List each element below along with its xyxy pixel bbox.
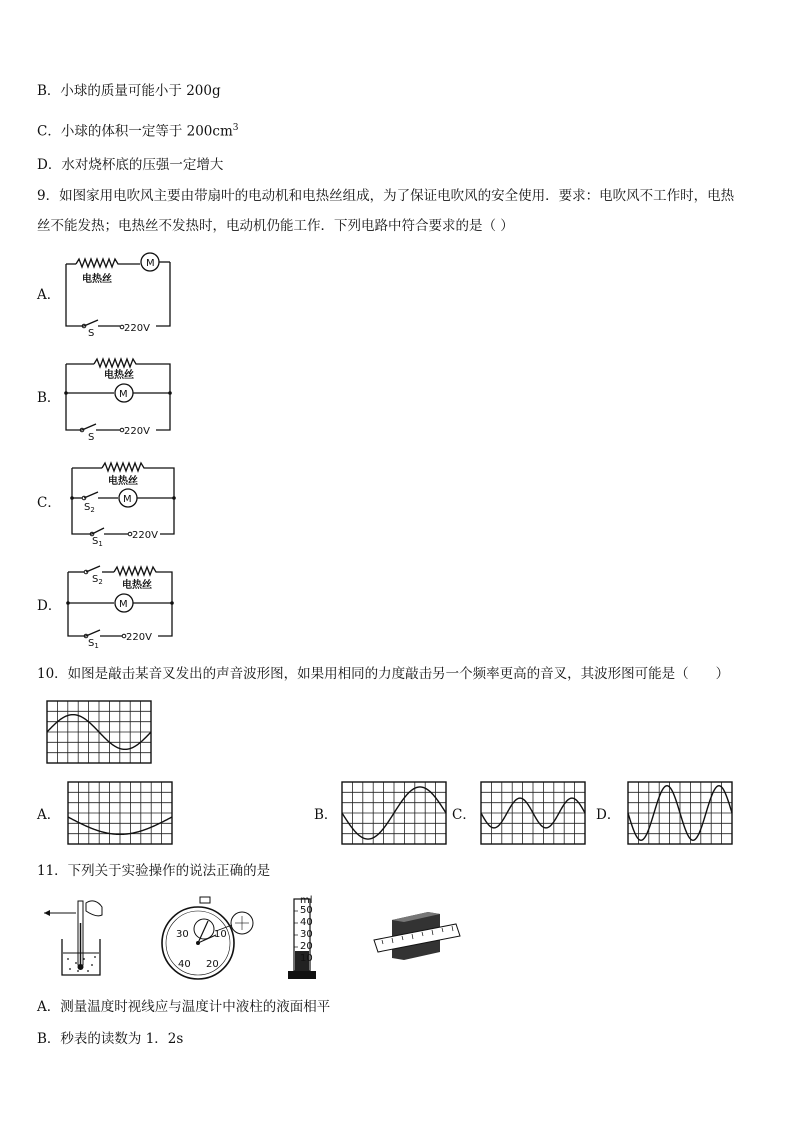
cylinder-mark-unit: ml	[300, 895, 313, 906]
stopwatch-mark-2: 10	[214, 929, 227, 940]
q10-label-a: A．	[37, 807, 61, 823]
q10-waveform-d	[627, 781, 733, 845]
cylinder-mark-2: 40	[300, 917, 313, 928]
q8-option-c	[37, 118, 238, 142]
q9-stem-line2: 丝不能发热；电热丝不发热时，电动机仍能工作．下列电路中符合要求的是（ ）	[37, 218, 514, 234]
graduated-cylinder-figure	[280, 893, 330, 985]
q10-reference-waveform	[46, 700, 152, 764]
stopwatch-figure	[158, 895, 258, 985]
q11-stem: 11．下列关于实验操作的说法正确的是	[37, 863, 271, 879]
circuit-b-diagram	[60, 356, 180, 442]
cylinder-mark-1: 50	[300, 905, 313, 916]
q10-label-c: C．	[452, 807, 476, 823]
circuit-a-diagram	[60, 248, 180, 338]
q9-label-d: D．	[37, 598, 62, 614]
heater-d-label: 电热丝	[122, 580, 152, 591]
switch-d2-label: $S_2$	[92, 574, 103, 586]
motor-a-label: M	[146, 258, 155, 269]
thermometer-beaker-figure	[40, 893, 120, 983]
switch-d1-label: $S_1$	[88, 638, 99, 650]
switch-c2-label: $S_2$	[84, 502, 95, 514]
stopwatch-mark-4: 20	[206, 959, 219, 970]
q8-option-d: D．水对烧杯底的压强一定增大	[37, 157, 224, 173]
motor-d-label: M	[119, 599, 128, 610]
voltage-b-label: 220V	[124, 426, 150, 437]
q9-label-c: C．	[37, 495, 61, 511]
q9-label-b: B．	[37, 390, 61, 406]
switch-c1-label: $S_1$	[92, 536, 103, 548]
q11-option-b: B．秒表的读数为 1．2s	[37, 1031, 184, 1047]
q10-waveform-c	[480, 781, 586, 845]
cylinder-mark-3: 30	[300, 929, 313, 940]
q10-label-b: B．	[314, 807, 338, 823]
circuit-d-diagram	[62, 566, 182, 652]
circuit-c-diagram	[64, 462, 184, 548]
q9-label-a: A．	[37, 287, 61, 303]
q11-option-a: A．测量温度时视线应与温度计中液柱的液面相平	[37, 999, 331, 1015]
switch-a-label: S	[88, 328, 95, 339]
stopwatch-mark-3: 40	[178, 959, 191, 970]
cylinder-mark-5: 10	[300, 953, 313, 964]
q8-option-c-superscript: 3	[232, 123, 239, 133]
voltage-c-label: 220V	[132, 530, 158, 541]
cylinder-mark-4: 20	[300, 941, 313, 952]
q10-waveform-b	[341, 781, 447, 845]
voltage-d-label: 220V	[126, 632, 152, 643]
stopwatch-mark-1: 30	[176, 929, 189, 940]
voltage-a-label: 220V	[124, 323, 150, 334]
switch-b-label: S	[88, 432, 95, 443]
ruler-block-figure	[372, 900, 464, 966]
q8-option-b: B．小球的质量可能小于 200g	[37, 83, 221, 99]
heater-a-label: 电热丝	[82, 274, 112, 285]
motor-c-label: M	[123, 494, 132, 505]
heater-b-label: 电热丝	[104, 370, 134, 381]
q10-label-d: D．	[596, 807, 621, 823]
heater-c-label: 电热丝	[108, 476, 138, 487]
q10-waveform-a	[67, 781, 173, 845]
q9-stem-line1: 9．如图家用电吹风主要由带扇叶的电动机和电热丝组成，为了保证电吹风的安全使用．要求：电吹风不工作时，电热	[37, 188, 735, 204]
motor-b-label: M	[119, 389, 128, 400]
q8-option-c-text: C．小球的体积一定等于 200cm	[37, 123, 233, 140]
q10-stem: 10．如图是敲击某音叉发出的声音波形图，如果用相同的力度敲击另一个频率更高的音叉，其波形图可能是（ ）	[37, 666, 730, 682]
